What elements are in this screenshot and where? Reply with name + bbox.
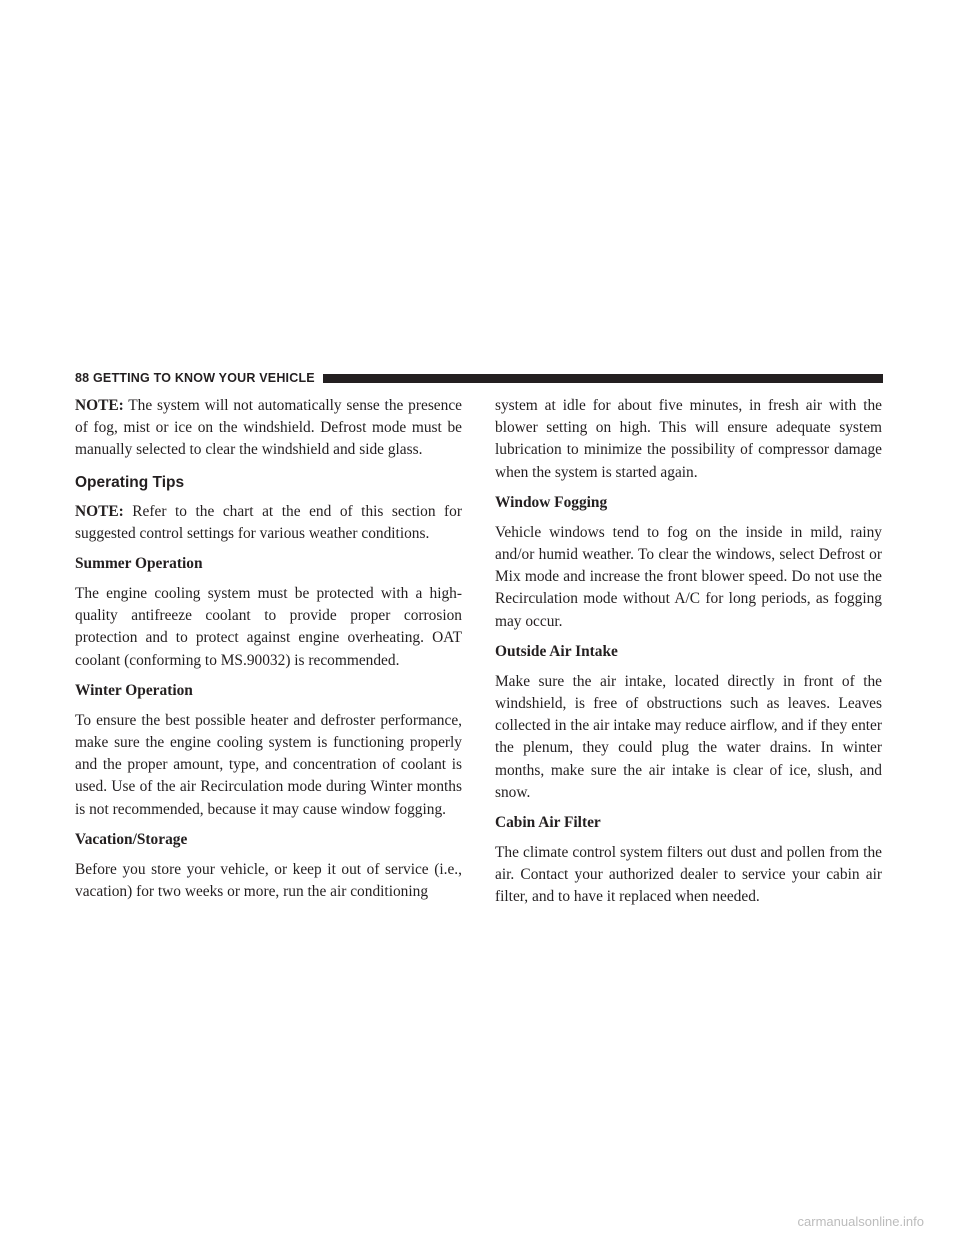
section-heading-operating-tips: Operating Tips (75, 473, 185, 491)
note-paragraph (75, 501, 462, 545)
section-title: GETTING TO KNOW YOUR VEHICLE (93, 371, 315, 385)
subheading-window-fogging: Window Fogging (495, 493, 608, 511)
outside-air-paragraph: Make sure the air intake, located directly in front of the windshield, is free of obstructions such as leaves. Leaves collected in the air intake may reduce airflow, and if they enter the plenum, they could plug the water drains. In winter months, make sure the air intake is clear of ice, slush, and snow. (495, 672, 882, 801)
right-column (495, 395, 882, 918)
page-number: 88 (75, 371, 90, 385)
cabin-filter-paragraph: The climate control system filters out dust and pollen from the air. Contact your authorized dealer to service your cabin air filter, and to have it replaced when needed. (495, 844, 882, 906)
summer-paragraph: The engine cooling system must be protected with a high-quality antifreeze coolant to provide proper corrosion protection and to protect against engine overheating. OAT coolant (conforming to MS.90032) is recommended. (75, 585, 462, 669)
window-fogging-paragraph: Vehicle windows tend to fog on the inside in mild, rainy and/or humid weather. To clear the windows, select Defrost or Mix mode and increase the front blower speed. Do not use the Recirculation mode without A/C for long periods, as fogging may occur. (495, 523, 882, 630)
note-paragraph (75, 395, 462, 462)
page-header-text (75, 371, 315, 385)
subheading-outside-air-intake: Outside Air Intake (495, 642, 618, 660)
subheading-vacation-storage: Vacation/Storage (75, 830, 188, 848)
subheading-cabin-air-filter: Cabin Air Filter (495, 814, 601, 832)
vacation-continued-paragraph: system at idle for about five minutes, in fresh air with the blower setting on high. This will ensure adequate system lubrication to minimize the possibility of compressor damage when the system is started again. (495, 397, 882, 481)
note-label: NOTE: (75, 502, 124, 520)
left-column (75, 395, 462, 912)
page-header (75, 369, 883, 387)
subheading-summer-operation: Summer Operation (75, 555, 203, 573)
header-rule (323, 374, 883, 383)
note-label: NOTE: (75, 397, 124, 414)
note-text: The system will not automatically sense the presence of fog, mist or ice on the windshield. Defrost mode must be manually selected to clear the windshield and side glass. (75, 397, 462, 459)
note-text: Refer to the chart at the end of this section for suggested control settings for various weather conditions. (75, 502, 462, 542)
watermark-text: carmanualsonline.info (797, 1214, 924, 1229)
winter-paragraph: To ensure the best possible heater and defroster performance, make sure the engine cooling system is functioning properly and the proper amount, type, and concentration of coolant is used. Use of the air Recirculation mode during Winter months is not recommended, because it may cause window fogging. (75, 711, 462, 818)
vacation-paragraph: Before you store your vehicle, or keep it out of service (i.e., vacation) for two weeks or more, run the air conditioning (75, 860, 462, 901)
subheading-winter-operation: Winter Operation (75, 681, 193, 699)
